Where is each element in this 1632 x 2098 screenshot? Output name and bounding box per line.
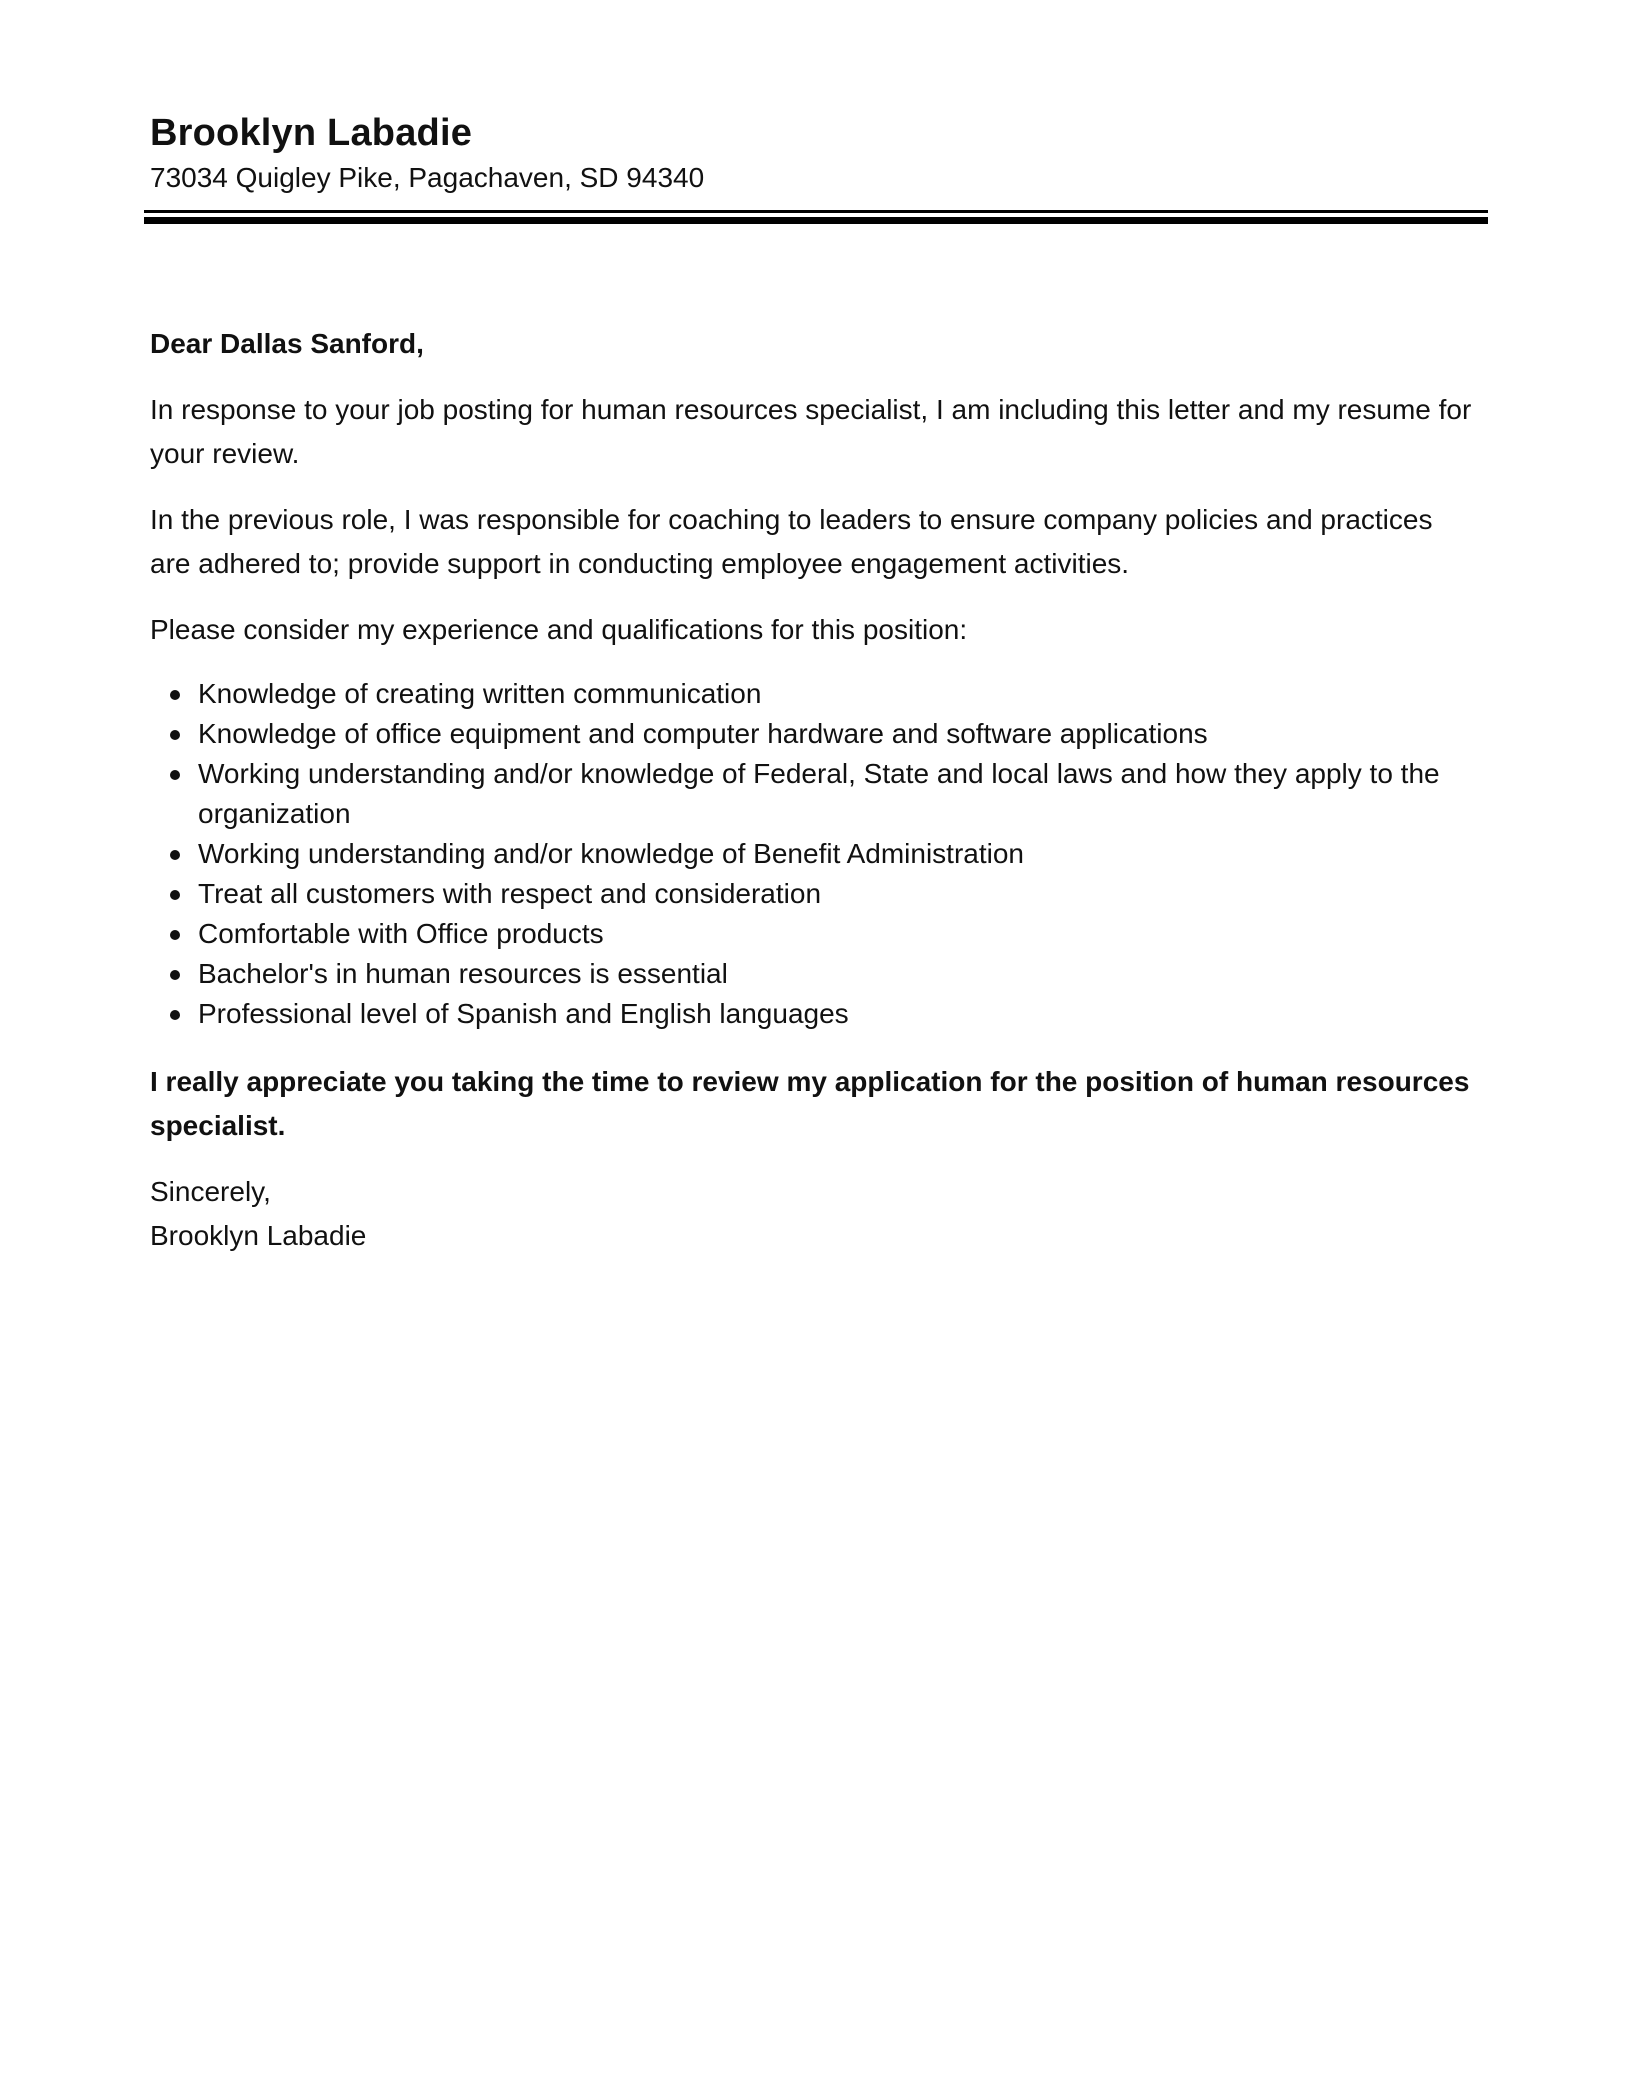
list-item xyxy=(150,914,1480,954)
list-item-text: Working understanding and/or knowledge of Benefit Administration xyxy=(198,838,1024,869)
signoff: Sincerely, xyxy=(150,1176,271,1207)
list-item xyxy=(150,994,1480,1034)
signature: Brooklyn Labadie xyxy=(150,1220,367,1251)
paragraph-previous-role: In the previous role, I was responsible for coaching to leaders to ensure company policies and practices are adhered to; provide support in conducting employee engagement activities. xyxy=(150,504,1433,579)
list-item-text: Professional level of Spanish and English languages xyxy=(198,998,849,1029)
list-item-text: Comfortable with Office products xyxy=(198,918,604,949)
bullet-icon xyxy=(170,930,180,940)
list-item xyxy=(150,954,1480,994)
list-item xyxy=(150,874,1480,914)
bullet-icon xyxy=(170,730,180,740)
sender-name: Brooklyn Labadie xyxy=(150,112,473,154)
letter-body xyxy=(150,322,1480,1258)
header-divider-thick xyxy=(144,217,1488,224)
sender-address: 73034 Quigley Pike, Pagachaven, SD 94340 xyxy=(150,162,705,193)
list-item-text: Treat all customers with respect and consideration xyxy=(198,878,822,909)
bullet-icon xyxy=(170,770,180,780)
list-item-text: Knowledge of creating written communication xyxy=(198,678,762,709)
paragraph-consider: Please consider my experience and qualifications for this position: xyxy=(150,614,968,645)
list-item xyxy=(150,674,1480,714)
list-item-text: Bachelor's in human resources is essential xyxy=(198,958,728,989)
list-item-text: Working understanding and/or knowledge of Federal, State and local laws and how they apply to the organization xyxy=(198,758,1440,829)
list-item xyxy=(150,834,1480,874)
list-item xyxy=(150,754,1480,834)
salutation: Dear Dallas Sanford, xyxy=(150,328,424,359)
bullet-icon xyxy=(170,690,180,700)
bullet-icon xyxy=(170,1010,180,1020)
letter-header xyxy=(150,108,1490,198)
list-item xyxy=(150,714,1480,754)
header-divider-thin xyxy=(144,210,1488,213)
paragraph-intro: In response to your job posting for human resources specialist, I am including this letter and my resume for your review. xyxy=(150,394,1472,469)
bullet-icon xyxy=(170,970,180,980)
closing-paragraph: I really appreciate you taking the time to review my application for the position of human resources specialist. xyxy=(150,1066,1470,1141)
list-item-text: Knowledge of office equipment and computer hardware and software applications xyxy=(198,718,1208,749)
bullet-icon xyxy=(170,890,180,900)
bullet-icon xyxy=(170,850,180,860)
qualifications-list xyxy=(150,674,1480,1034)
